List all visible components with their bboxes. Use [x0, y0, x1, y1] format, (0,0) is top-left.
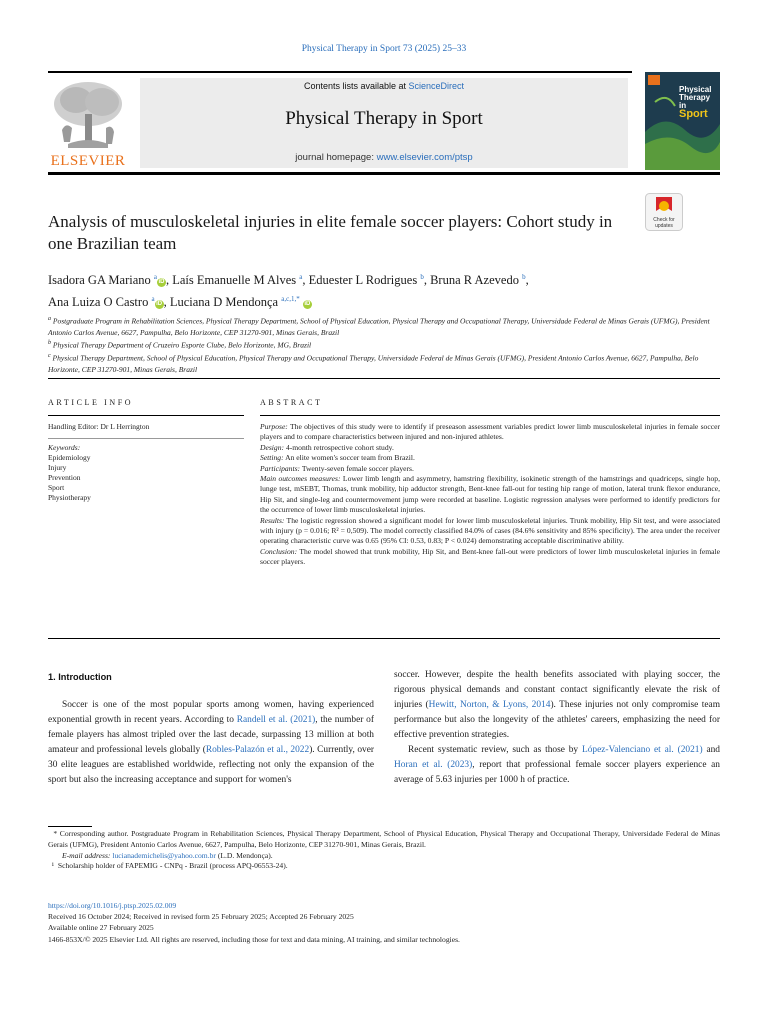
affiliation-item [48, 351, 720, 375]
affiliation-key: b [48, 340, 51, 347]
cover-title-line3: in [679, 101, 687, 110]
affiliation-key: c [48, 353, 51, 360]
abstract-bottom-rule [48, 638, 720, 639]
abstract-label: Main outcomes measures: [260, 474, 341, 484]
sciencedirect-link[interactable]: ScienceDirect [408, 81, 465, 91]
affiliation-text: Postgraduate Program in Rehabilitation Sciences, Physical Therapy Department, School of Physical Education, Physical Therapy and Occupational Therapy, Universidade Federal de Minas Gerais (UFMG), President Antonio Carlos Avenue, 6627, Pampulha, Belo Horizonte, CEP 31270-901, Minas Gerais, Brazil [48, 316, 710, 337]
abstract-text: Twenty-seven female soccer players. [300, 463, 414, 473]
author-name[interactable]: Isadora GA Mariano [48, 273, 151, 288]
affiliation-item [48, 338, 720, 351]
author-list: Isadora GA Mariano $^a$iD , Laís Emanuelle M Alves $^a$, Eduester L Rodrigues $^b$, Bruna R Azevedo $^b$, Ana Luiza O Castro $^a$iD , Luciana D Mendonça $^{a,c,1,*}$ iD [48, 273, 529, 310]
scholarship-text: Scholarship holder of FAPEMIG - CNPq - Brazil (process APQ-06553-24). [57, 861, 288, 871]
abstract-item [260, 516, 720, 547]
intro-paragraph-1 [48, 698, 374, 788]
keyword-item[interactable]: Epidemiology [48, 453, 91, 462]
abstract-text: The objectives of this study were to identify if preseason assessment variables predict lower limb musculoskeletal injuries in female soccer players and to compare characteristics between injured and non-injured athletes. [260, 422, 720, 442]
abstract-label: Participants: [260, 463, 301, 473]
orcid-icon[interactable]: iD [158, 279, 165, 286]
abstract-text: An elite women's soccer team from Brazil. [283, 453, 415, 463]
cover-title [679, 86, 719, 118]
article-info-heading: ARTICLE INFO [48, 398, 134, 407]
publication-info [48, 900, 720, 945]
author-name[interactable]: Laís Emanuelle M Alves [172, 273, 297, 288]
citation-link[interactable]: Hewitt, Norton, & Lyons, 2014 [428, 700, 551, 710]
doi-link[interactable]: https://doi.org/10.1016/j.ptsp.2025.02.009 [48, 901, 177, 910]
journal-homepage-link[interactable]: www.elsevier.com/ptsp [376, 152, 473, 163]
intro-text: , report that professional female soccer players experience an average of 5.63 injuries per 1000 h of practice. [394, 760, 720, 785]
abstract-body [260, 422, 720, 568]
asterisk-marker: * [48, 829, 60, 838]
body-left-column [48, 670, 374, 788]
abstract-text: Lower limb length and asymmetry, hamstring flexibility, isokinetic strength of the hamstrings and quadriceps, single hop, lunge test, mSEBT, Thomas, trunk mobility, hip adductor strength, Bent-knee fall-out for testing hip range of motion, lateral trunk flexor endurance, Hip Sit, and single-leg and countermovement jump were recorded at baseline. Logistic regression analyses were performed to identify predictors for the occurrence of lower limb musculoskeletal injuries. [260, 474, 720, 515]
author-name[interactable]: Ana Luiza O Castro [48, 295, 149, 310]
footnote-marker-1: ¹ [48, 861, 58, 871]
abstract-label: Design: [260, 442, 285, 452]
elsevier-tree-icon [48, 78, 128, 154]
body-right-column [394, 668, 720, 788]
journal-title: Physical Therapy in Sport [285, 108, 483, 129]
abstract-text: The logistic regression showed a significant model for lower limb musculoskeletal injuries. Trunk mobility, Hip Sit test, and were associated with injury (p = 0.016; R² = 0,509). The model correctly classified 84.0% of cases (84.6% sensitivity and 85% specificity). The area under the receiver operating characteristic curve was 0.65 (95% CI: 0.53, 0.83; P < 0.024) demonstrating acceptable discriminative ability. [260, 515, 720, 546]
abstract-label: Setting: [260, 453, 284, 463]
cover-title-line2: Therapy [679, 93, 711, 102]
corresponding-text: Corresponding author. Postgraduate Program in Rehabilitation Sciences, Physical Therapy Department, School of Physical Education, Physical Therapy and Occupational Therapy, Universidade Federal de Minas Gerais (UFMG), President Antonio Carlos Avenue, 6627, Pampulha, Belo Horizonte, CEP 31270-901, Minas Gerais, Brazil. [48, 829, 720, 849]
citation-link[interactable]: Randell et al. (2021) [236, 715, 316, 725]
intro-text: Recent systematic review, such as those by [408, 745, 582, 755]
info-divider [48, 438, 244, 439]
intro-text: and [702, 745, 720, 755]
intro-text: soccer. However, despite the health benefits associated with playing soccer, the rigorous physical demands and constant contact significantly elevate the risk of injuries ( [394, 670, 720, 710]
article-info-rule [48, 415, 244, 416]
abstract-text: 4-month retrospective cohort study. [284, 442, 394, 452]
handling-editor: Handling Editor: Dr L Herrington [48, 422, 150, 431]
article-title: Analysis of musculoskeletal injuries in elite female soccer players: Cohort study in one Brazilian team [48, 212, 613, 253]
elsevier-wordmark: ELSEVIER [50, 153, 126, 169]
author-name[interactable]: Bruna R Azevedo [430, 273, 519, 288]
masthead-box [140, 78, 628, 168]
abstract-item [260, 443, 720, 453]
abstract-item [260, 464, 720, 474]
running-header[interactable]: Physical Therapy in Sport 73 (2025) 25–33 [301, 44, 467, 54]
abstract-heading: ABSTRACT [260, 398, 323, 407]
abstract-item [260, 453, 720, 463]
abstract [260, 398, 720, 568]
cover-title-line1: Physical [679, 85, 712, 94]
article-info [48, 398, 244, 503]
scholarship-note [48, 861, 720, 872]
section-heading-introduction: 1. Introduction [48, 672, 112, 682]
author-name[interactable]: Eduester L Rodrigues [308, 273, 418, 288]
intro-text: ). These injuries not only compromise team performance but also the longevity of the athletes' careers, emphasizing the need for effective prevention strategies. [394, 700, 720, 740]
contents-prefix: Contents lists available at [303, 81, 409, 91]
masthead-bottom-rule [48, 172, 720, 175]
keyword-item[interactable]: Prevention [48, 473, 81, 482]
elsevier-logo[interactable] [48, 78, 128, 170]
abstract-item [260, 474, 720, 516]
abstract-label: Results: [260, 515, 285, 525]
corresponding-author-note [48, 829, 720, 851]
email-link[interactable]: lucianademichelis@yahoo.com.br [112, 850, 216, 860]
keyword-item[interactable]: Physiotherapy [48, 493, 91, 502]
affiliations [48, 314, 720, 376]
available-online: Available online 27 February 2025 [48, 923, 154, 933]
author-affil-sup[interactable]: a [153, 273, 157, 281]
crossmark-text-1: Check for [653, 217, 675, 223]
abstract-rule [260, 415, 720, 416]
abstract-text: The model showed that trunk mobility, Hip Sit, and Bent-knee fall-out were predictors of lower limb musculoskeletal injuries in female soccer players. [260, 546, 720, 567]
orcid-icon[interactable]: iD [156, 301, 163, 308]
email-note [48, 851, 720, 862]
citation-link[interactable]: Robles-Palazón et al., 2022 [205, 745, 310, 755]
affiliation-text: Physical Therapy Department, School of Physical Education, Physical Therapy and Occupational Therapy, Universidade Federal de Minas Gerais (UFMG), President Antonio Carlos Avenue, 6627, Pampulha, Belo Horizonte, CEP 31270-901, Minas Gerais, Brazil [48, 353, 699, 375]
masthead-top-rule [48, 71, 632, 73]
citation-link[interactable]: Horan et al. (2023) [394, 760, 473, 770]
keywords-label: Keywords: [48, 443, 81, 452]
affiliation-divider [48, 378, 720, 379]
intro-paragraph-2 [394, 743, 720, 788]
homepage-line [140, 152, 628, 163]
email-label: E-mail address: [62, 850, 113, 860]
affiliation-text: Physical Therapy Department of Cruzeiro Esporte Clube, Belo Horizonte, MG, Brazil [52, 340, 312, 350]
crossmark-icon [645, 193, 683, 231]
check-for-updates-badge[interactable] [645, 193, 683, 231]
author-name[interactable]: Luciana D Mendonça [169, 295, 279, 310]
abstract-label: Purpose: [260, 422, 288, 431]
journal-cover-thumbnail[interactable] [645, 72, 720, 170]
affiliation-key: a [48, 316, 51, 322]
footnote-rule [48, 826, 92, 827]
intro-paragraph-1-cont [394, 668, 720, 743]
crossmark-text-2: updates [655, 223, 673, 229]
orcid-icon[interactable]: iD [304, 301, 311, 308]
citation-link[interactable]: López-Valenciano et al. (2021) [581, 745, 703, 755]
keyword-item[interactable]: Injury [48, 463, 67, 472]
author-affil-sup[interactable]: b [420, 273, 424, 281]
footnotes [48, 829, 720, 872]
intro-text: ). Currently, over 30 elite leagues are established worldwide, reflecting not only the expansion of the sport but also the increasing acceptance and support for women's [48, 745, 375, 785]
author-affil-sup[interactable]: b [522, 273, 526, 281]
author-affil-sup[interactable]: a [151, 295, 155, 304]
keyword-item[interactable]: Sport [48, 483, 65, 492]
contents-line [140, 81, 628, 91]
author-affil-sup[interactable]: a,c,1,* [281, 295, 300, 304]
affiliation-item [48, 314, 720, 338]
author-affil-sup[interactable]: a [299, 273, 303, 281]
homepage-prefix: journal homepage: [295, 152, 377, 163]
cover-title-line4: Sport [679, 108, 708, 120]
abstract-label: Conclusion: [260, 546, 298, 556]
intro-text: Soccer is one of the most popular sports among women, having experienced exponential growth in recent years. According to [48, 700, 374, 725]
email-suffix: (L.D. Mendonça). [215, 850, 273, 860]
received-dates: Received 16 October 2024; Received in revised form 25 February 2025; Accepted 26 February 2025 [48, 912, 354, 922]
abstract-item [260, 547, 720, 568]
copyright-line: 1466-853X/© 2025 Elsevier Ltd. All rights are reserved, including those for text and data mining, AI training, and similar technologies. [48, 934, 460, 944]
intro-text: , the number of female players has almost tripled over the last decade, surpassing 13 million at both amateur and professional levels globally ( [48, 715, 374, 755]
abstract-item [260, 422, 720, 443]
